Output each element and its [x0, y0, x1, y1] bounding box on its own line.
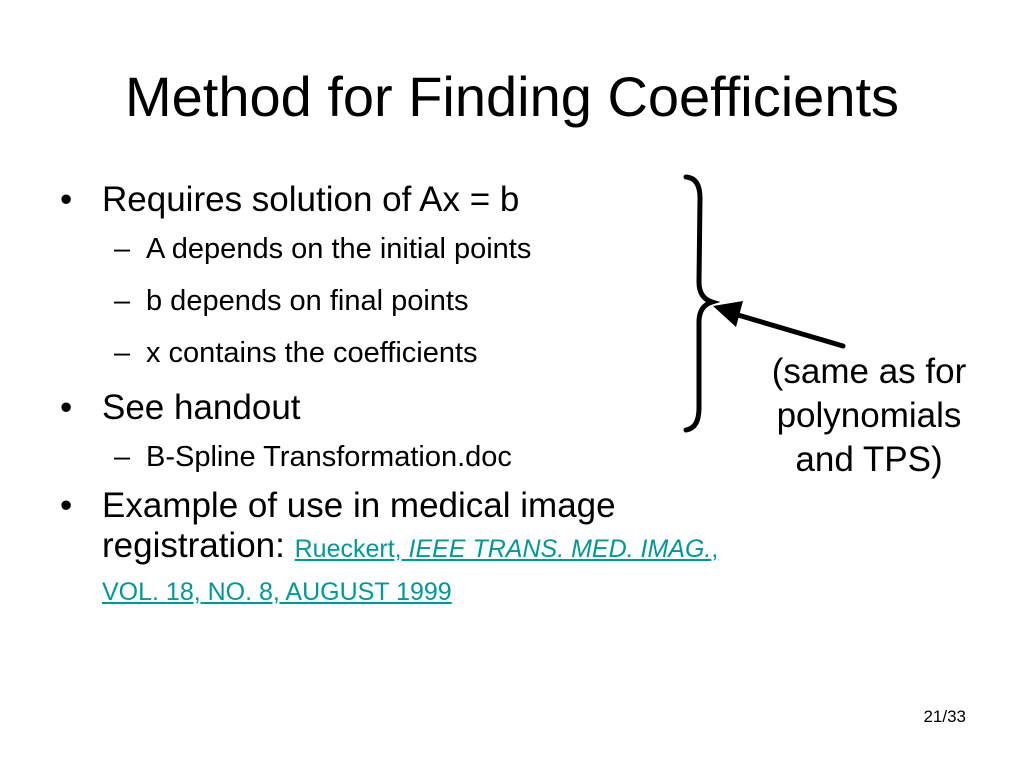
side-note [716, 350, 1022, 482]
sub-bullet-text: b depends on final points [146, 285, 469, 317]
page-number: 21/33 [923, 707, 966, 726]
sub-bullet-text: A depends on the initial points [146, 233, 532, 265]
ref-comma: , [711, 535, 719, 563]
ref-details: VOL. 18, NO. 8, AUGUST 1999 [102, 578, 452, 606]
arrow-head-icon [713, 301, 743, 327]
bullet-marker: • [60, 180, 73, 219]
bullet-marker: • [60, 486, 73, 525]
curly-brace-icon [686, 177, 712, 430]
dash-marker: – [114, 233, 131, 265]
ref-author: Rueckert, [294, 535, 402, 563]
bullet-text: Requires solution of Ax = b [102, 180, 520, 219]
dash-marker: – [114, 285, 131, 317]
bullet-marker: • [60, 388, 73, 427]
ref-journal: IEEE TRANS. MED. IMAG. [408, 535, 712, 563]
arrow-shaft [738, 315, 843, 346]
bullet-text: See handout [102, 388, 301, 427]
dash-marker: – [114, 441, 131, 473]
slide-title: Method for Finding Coefficients [124, 65, 900, 128]
dash-marker: – [114, 337, 131, 369]
note-line: polynomials [776, 396, 962, 435]
bullet-text-line1: Example of use in medical image [102, 486, 616, 525]
sub-bullet-text: x contains the coefficients [146, 337, 478, 369]
note-line: (same as for [771, 352, 967, 391]
sub-bullet-text: B-Spline Transformation.doc [146, 441, 512, 473]
bullet-text-line2: registration: [102, 526, 285, 565]
note-line: and TPS) [795, 440, 943, 479]
